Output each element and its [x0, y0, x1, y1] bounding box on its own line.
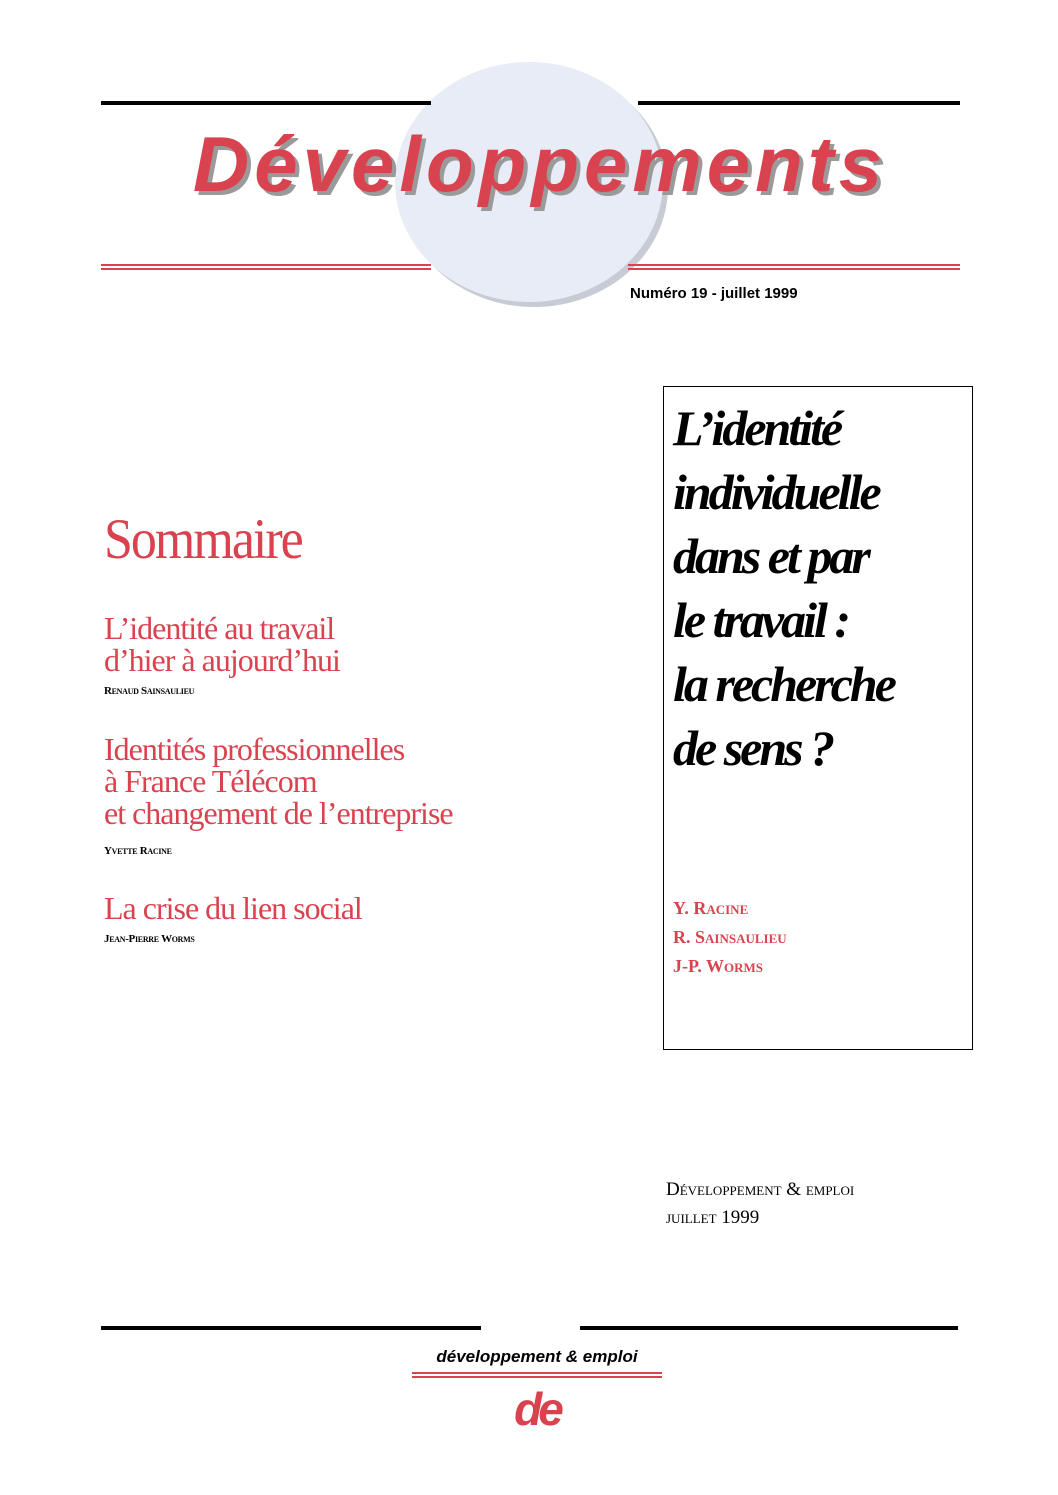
issue-number: Numéro 19 - juillet 1999 [630, 285, 798, 302]
footer-rule-right [580, 1326, 958, 1330]
feature-author: Y. Racine [673, 898, 749, 918]
feature-title-line: de sens ? [673, 720, 833, 776]
article-3-author: Jean-Pierre Worms [104, 933, 195, 945]
header-rule-right [638, 101, 960, 105]
footer-rule-left [101, 1326, 481, 1330]
article-2-author: Yvette Racine [104, 845, 172, 857]
article-2-title-line: à France Télécom [104, 763, 317, 799]
masthead-title: Développements [192, 120, 888, 208]
header-red-rule-left [101, 264, 431, 270]
article-2-title-line: Identités professionnelles [104, 731, 405, 767]
footer-red-rule [412, 1372, 662, 1378]
footer-label: développement & emploi [436, 1347, 638, 1366]
article-1-title-line: L’identité au travail [104, 610, 335, 646]
sommaire-heading: Sommaire [104, 508, 302, 572]
feature-author: J-P. Worms [673, 956, 764, 976]
article-1-title-line: d’hier à aujourd’hui [104, 642, 340, 678]
feature-title [673, 396, 963, 780]
article-3-title [104, 892, 362, 924]
feature-title-line: le travail : [673, 592, 849, 648]
article-1-author: Renaud Sainsaulieu [104, 685, 195, 697]
feature-title-line: dans et par [673, 528, 868, 584]
article-2-title [104, 733, 453, 829]
feature-title-line: individuelle [673, 464, 879, 520]
feature-title-line: la recherche [673, 656, 894, 712]
header-rule-left [101, 101, 431, 105]
article-1-title [104, 612, 340, 676]
feature-title-line: L’identité [673, 400, 841, 456]
header-red-rule-right [628, 264, 960, 270]
article-2-title-line: et changement de l’entreprise [104, 795, 453, 831]
feature-author: R. Sainsaulieu [673, 927, 787, 947]
de-logo: de [514, 1383, 560, 1435]
article-3-title-line: La crise du lien social [104, 890, 362, 926]
publisher-date: juillet 1999 [666, 1207, 760, 1228]
publisher-name: Développement & emploi [666, 1179, 855, 1200]
